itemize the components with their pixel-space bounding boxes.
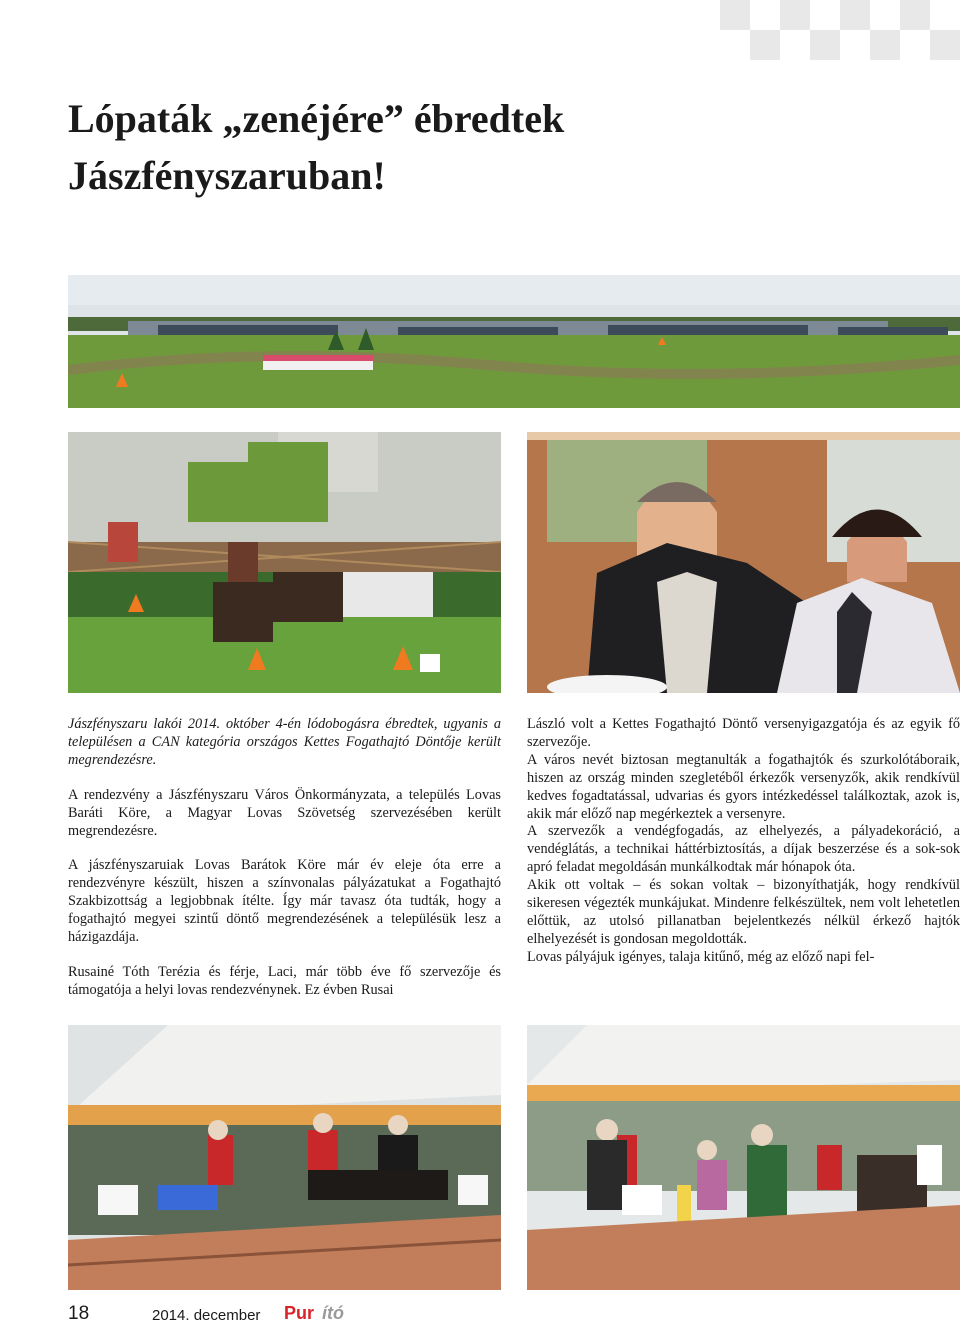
tent-right-photo: [527, 1025, 960, 1290]
panorama-photo: [68, 275, 960, 408]
paragraph: A szervezők a vendégfogadás, az elhelyezés, a pályadekoráció, a vendéglátás, a technikai háttérbiztosítás, a díjak beszerzése és a sok-sok apró feladat megoldásán munkálkodtak már hónapok óta.: [527, 823, 960, 876]
magazine-logo: [282, 1301, 368, 1323]
paragraph: Lovas pályájuk igényes, talaja kitűnő, még az előző napi fel-: [527, 948, 875, 965]
right-column: [527, 716, 960, 967]
paragraph: Rusainé Tóth Terézia és férje, Laci, már több éve fő szervezője és támogatója a helyi lovas rendezvénynek. Ez évben Rusai: [68, 963, 501, 998]
portrait-photo: [527, 432, 960, 693]
paragraph: A város nevét biztosan megtanulták a fogathajtók és szurkolótáboraik, hiszen az ország minden szegletéből érkezők versenyzők, akik rendkívül kedves fogadtatással, udvarias és gyors intézkedéssel találkoztak, azok is, akik már előző nap megérkeztek a versenyre.: [527, 751, 960, 822]
paragraph: A rendezvény a Jászfényszaru Város Önkormányzata, a település Lovas Baráti Köre, a Magyar Lovas Szövetség szervezésében került megrendezésre.: [68, 786, 501, 839]
paragraph: A jászfényszaruiak Lovas Barátok Köre már év eleje óta erre a rendezvényre készült, hiszen a színvonalas pályázatukat a Fogathajtó Szakbizottság a legjobbnak ítélte. Így már tavasz óta tudták, hogy a fogathajtó megyei szintű döntő megrendezésének a településük lesz a házigazdája.: [68, 857, 501, 946]
article-headline: [68, 90, 928, 204]
headline-line-2: Jászfényszaruban!: [68, 153, 386, 198]
svg-text:Pur: Pur: [284, 1303, 315, 1323]
corner-decoration: [600, 0, 960, 90]
headline-line-1: Lópaták „zenéjére” ébredtek: [68, 96, 565, 141]
paragraph: László volt a Kettes Fogathajtó Döntő versenyigazgatója és az egyik fő szervezője.: [527, 716, 960, 750]
svg-text:ító: ító: [322, 1303, 344, 1323]
lead-paragraph: Jászfényszaru lakói 2014. október 4-én lódobogásra ébredtek, ugyanis a településen a CAN kategória országos Kettes Fogathajtó Döntője került megrendezésre.: [68, 716, 501, 768]
left-column: [68, 716, 501, 1000]
carriage-photo: [68, 432, 501, 693]
page-number: 18: [68, 1303, 90, 1324]
issue-date: 2014. december: [152, 1307, 261, 1324]
paragraph: Akik ott voltak – és sokan voltak – bizonyíthatják, hogy rendkívül sikeresen végezték munkájukat. Mindenre felkészültek, nem volt lehetetlen előttük, az utolsó pillanatban bejelentkezés nélkül érkező hajtók elhelyezését is gondosan megoldották.: [527, 877, 960, 947]
tent-left-photo: [68, 1025, 501, 1290]
